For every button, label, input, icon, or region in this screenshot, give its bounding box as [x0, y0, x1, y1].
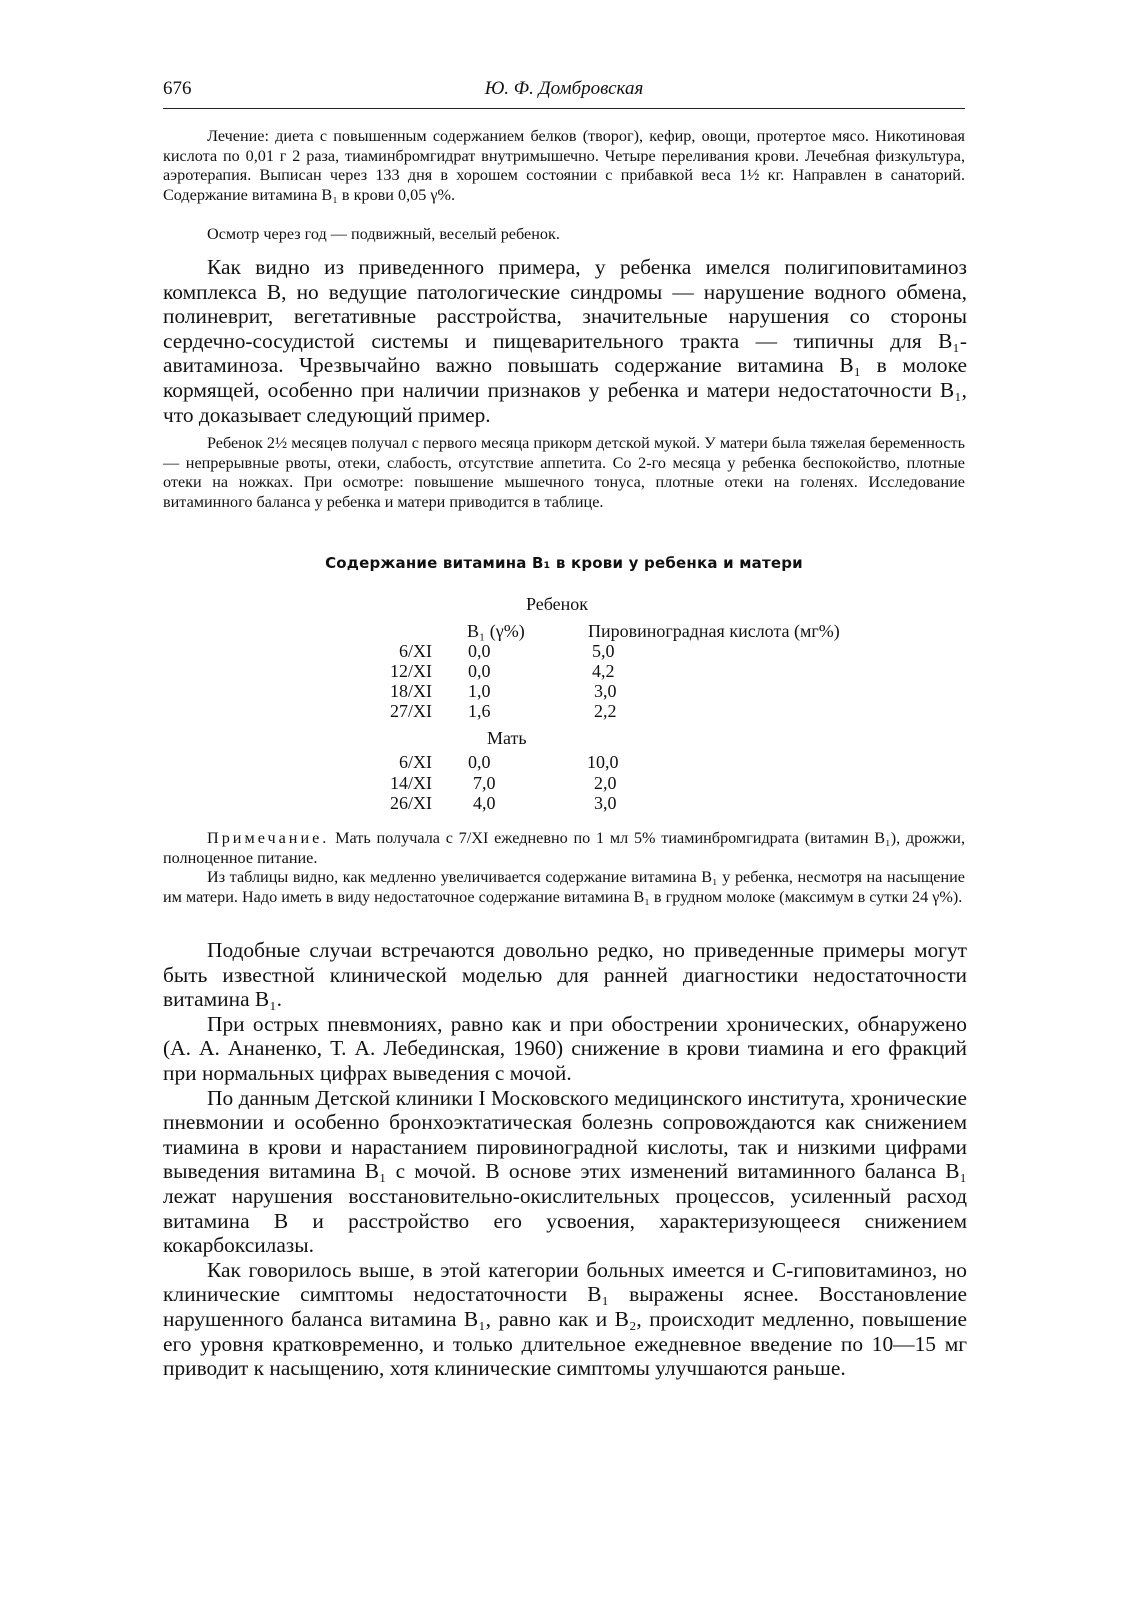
discussion-paragraph-1: Как видно из приведенного примера, у ребенка имелся полигиповитаминоз комплекса В, но ведущие патологические синдромы — нарушение водного обмена, полиневрит, вегетативные расстройства, значительные нарушения со стороны сердечно-сосудистой системы и пищеварительного тракта — типичны для B₁-авитаминоза. Чрезвычайно важно повышать содержание витамина B₁ в молоке кормящей, особенно при наличии признаков у ребенка и матери недостаточности B₁, что доказывает следующий пример.	[163, 255, 967, 427]
table-cell-pyruvic: 10,0	[587, 752, 619, 772]
case2-description: Ребенок 2½ месяцев получал с первого месяца прикорм детской мукой. У матери была тяжелая беременность — непрерывные рвоты, отеки, слабость, отсутствие аппетита. Со 2-го месяца у ребенка беспокойство, плотные отеки на ножках. При осмотре: повышение мышечного тонуса, плотные отеки на голенях. Исследование витаминного баланса у ребенка и матери приводится в таблице.	[163, 434, 965, 511]
discussion-paragraph-2: Подобные случаи встречаются довольно редко, но приведенные примеры могут быть известной клинической моделью для ранней диагностики недостаточности витамина B₁.	[163, 938, 967, 1012]
page-number: 676	[163, 78, 192, 99]
table-cell-date: 18/XI	[390, 681, 432, 701]
table-note	[163, 829, 965, 868]
running-head: Ю. Ф. Домбровская	[484, 78, 644, 99]
table-cell-b1: 7,0	[473, 773, 496, 793]
table-cell-pyruvic: 3,0	[594, 681, 617, 701]
discussion-paragraph-3: При острых пневмониях, равно как и при обострении хронических, обнаружено (А. А. Ананенко, Т. А. Лебединская, 1960) снижение в крови тиамина и его фракций при нормальных цифрах выведения с мочой.	[163, 1011, 967, 1085]
discussion-paragraph-4: По данным Детской клиники I Московского медицинского института, хронические пневмонии и особенно бронхоэктатическая болезнь сопровождаются как снижением тиамина в крови и нарастанием пировиноградной кислоты, так и низкими цифрами выведения витамина B₁ с мочой. В основе этих изменений витаминного баланса B₁ лежат нарушения восстановительно-окислительных процессов, усиленный расход витамина В и расстройство его усвоения, характеризующееся снижением кокарбоксилазы.	[163, 1085, 967, 1258]
table-cell-pyruvic: 4,2	[592, 661, 615, 681]
table-cell-date: 6/XI	[399, 752, 432, 772]
table-title: Содержание витамина B₁ в крови у ребенка и матери	[325, 554, 803, 572]
page-header	[163, 78, 965, 106]
table-cell-b1: 4,0	[473, 793, 496, 813]
table-cell-b1: 0,0	[468, 661, 491, 681]
table-col-pyruvic: Пировиноградная кислота (мг%)	[588, 621, 840, 641]
header-rule	[163, 108, 965, 109]
table-cell-pyruvic: 2,0	[594, 773, 617, 793]
table-cell-date: 27/XI	[390, 701, 432, 721]
table-cell-pyruvic: 2,2	[594, 701, 617, 721]
table-col-b1: B₁ (γ%)	[467, 621, 525, 641]
table-cell-b1: 0,0	[468, 641, 491, 661]
table-cell-b1: 0,0	[468, 752, 491, 772]
case1-treatment: Лечение: диета с повышенным содержанием белков (творог), кефир, овощи, протертое мясо. Никотиновая кислота по 0,01 г 2 раза, тиаминбромгидрат внутримышечно. Четыре переливания крови. Лечебная физкультура, аэротерапия. Выписан через 133 дня в хорошем состоянии с прибавкой веса 1½ кг. Направлен в санаторий. Содержание витамина B₁ в крови 0,05 γ%.	[163, 127, 965, 204]
table-cell-date: 26/XI	[390, 793, 432, 813]
table-cell-b1: 1,6	[468, 701, 491, 721]
table-cell-date: 12/XI	[390, 661, 432, 681]
discussion-paragraph-5: Как говорилось выше, в этой категории больных имеется и С-гиповитаминоз, но клинические симптомы недостаточности B₁ выражены яснее. Восстановление нарушенного баланса витамина B₁, равно как и B₂, происходит медленно, повышение его уровня кратковременно, и только длительное ежедневное введение по 10—15 мг приводит к насыщению, хотя клинические симптомы улучшаются раньше.	[163, 1257, 967, 1381]
table-cell-b1: 1,0	[468, 681, 491, 701]
table-cell-date: 14/XI	[390, 773, 432, 793]
note-label: Примечание.	[207, 829, 330, 847]
table-mother-label: Мать	[487, 728, 527, 748]
note-text: Мать получала с 7/XI ежедневно по 1 мл 5% тиаминбромгидрата (витамин B₁), дрожжи, полноценное питание.	[163, 829, 965, 867]
table-cell-pyruvic: 3,0	[594, 793, 617, 813]
table-conclusion: Из таблицы видно, как медленно увеличивается содержание витамина B₁ у ребенка, несмотря на насыщение им матери. Надо иметь в виду недостаточное содержание витамина B₁ в грудном молоке (максимум в сутки 24 γ%).	[163, 868, 965, 906]
discussion-section-2	[163, 938, 967, 1381]
table-child-label: Ребенок	[526, 594, 589, 614]
case1-followup: Осмотр через год — подвижный, веселый ребенок.	[207, 225, 560, 243]
table-cell-date: 6/XI	[399, 641, 432, 661]
table-cell-pyruvic: 5,0	[592, 641, 615, 661]
